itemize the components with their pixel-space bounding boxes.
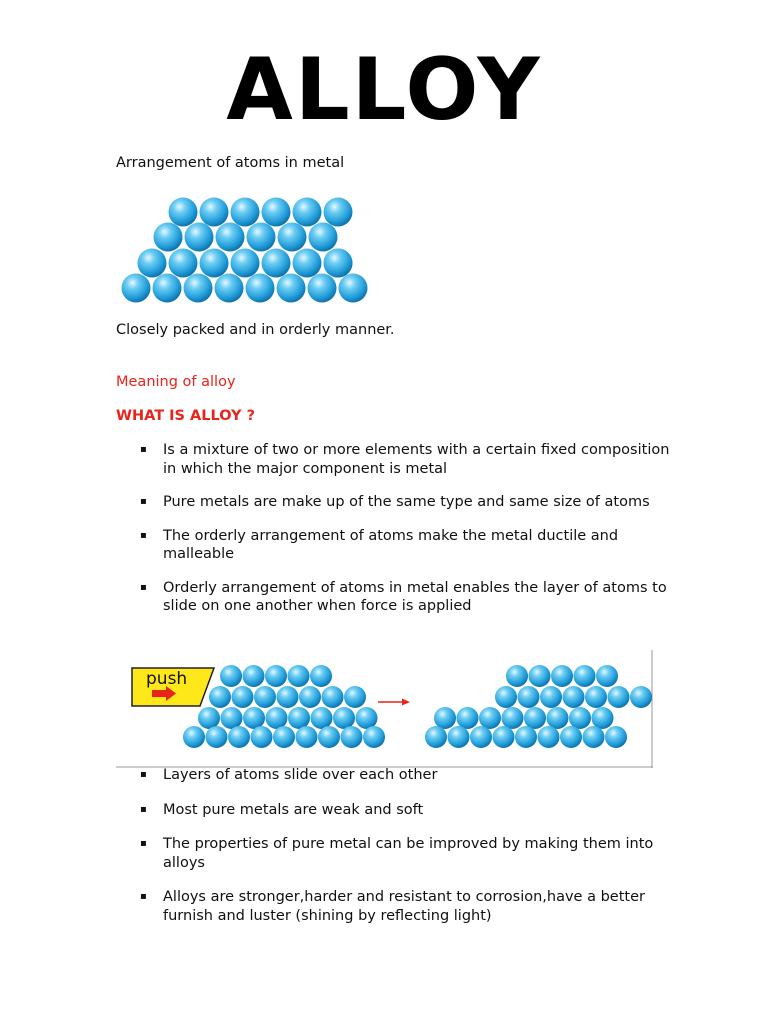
- bullet-marker: ▪: [140, 444, 147, 455]
- list-item-text: Layers of atoms slide over each other: [163, 767, 438, 783]
- atom: [324, 249, 353, 278]
- image1-caption: Closely packed and in orderly manner.: [116, 322, 395, 338]
- atom: [231, 198, 260, 227]
- atom: [122, 274, 151, 303]
- bullet-marker: ▪: [140, 769, 147, 780]
- list-item-text: Orderly arrangement of atoms in metal enables the layer of atoms to slide on one another when force is applied: [163, 579, 667, 614]
- atom: [183, 726, 205, 748]
- atom: [339, 274, 368, 303]
- atom: [529, 665, 551, 687]
- atom: [608, 686, 630, 708]
- bullet-marker: ▪: [140, 529, 147, 541]
- atom: [288, 707, 310, 729]
- bullet-marker: ▪: [140, 496, 147, 507]
- atom: [278, 223, 307, 252]
- atom: [246, 274, 275, 303]
- atom: [273, 726, 295, 748]
- atom-lattice-before: [183, 665, 385, 748]
- bullet-list-top: [116, 441, 676, 631]
- list-item-text: Is a mixture of two or more elements with a certain fixed composition in which the major component is metal: [163, 442, 670, 477]
- atom: [540, 686, 562, 708]
- sliding-layers-image: [116, 650, 656, 770]
- atom: [563, 686, 585, 708]
- list-item-text: The orderly arrangement of atoms make the metal ductile and malleable: [163, 527, 619, 562]
- atom: [243, 707, 265, 729]
- atom: [232, 686, 254, 708]
- atom: [198, 707, 220, 729]
- atom: [425, 726, 447, 748]
- atom: [228, 726, 250, 748]
- atom: [206, 726, 228, 748]
- document-title: ALLOY: [226, 40, 542, 140]
- list-item-text: Alloys are stronger,harder and resistant to corrosion,have a better furnish and luster (shining by reflecting light): [163, 889, 645, 924]
- bullet-list-bottom: [116, 766, 676, 941]
- atom: [538, 726, 560, 748]
- atom: [221, 707, 243, 729]
- atom: [506, 665, 528, 687]
- atom: [585, 686, 607, 708]
- atom: [262, 198, 291, 227]
- atom: [333, 707, 355, 729]
- atom: [266, 707, 288, 729]
- push-sign: [132, 668, 214, 706]
- bullet-marker: ▪: [140, 838, 147, 849]
- atom: [184, 274, 213, 303]
- list-item: [116, 801, 676, 820]
- atom: [209, 686, 231, 708]
- atom: [363, 726, 385, 748]
- bullet-marker: ▪: [140, 891, 147, 902]
- atom: [309, 223, 338, 252]
- bullet-marker: ▪: [140, 581, 147, 593]
- list-item: [116, 579, 676, 616]
- transition-arrow-icon: [378, 699, 410, 706]
- atom: [185, 223, 214, 252]
- meaning-heading: Meaning of alloy: [116, 374, 236, 390]
- atom: [324, 198, 353, 227]
- atom: [288, 665, 310, 687]
- atom: [457, 707, 479, 729]
- atom-lattice-after: [425, 665, 652, 748]
- atom: [251, 726, 273, 748]
- list-item: [116, 527, 676, 564]
- atom: [299, 686, 321, 708]
- list-item-text: Most pure metals are weak and soft: [163, 801, 424, 818]
- atom: [138, 249, 167, 278]
- list-item-text: Pure metals are make up of the same type and same size of atoms: [163, 494, 650, 510]
- atom: [220, 665, 242, 687]
- atom: [434, 707, 456, 729]
- atom: [495, 686, 517, 708]
- atom: [356, 707, 378, 729]
- atom: [153, 274, 182, 303]
- list-item: [116, 888, 676, 925]
- question-heading: WHAT IS ALLOY ?: [116, 408, 256, 424]
- atom: [583, 726, 605, 748]
- atom: [341, 726, 363, 748]
- list-item: [116, 766, 676, 785]
- atom: [308, 274, 337, 303]
- atom: [344, 686, 366, 708]
- intro-heading: Arrangement of atoms in metal: [116, 155, 345, 171]
- atom: [277, 274, 306, 303]
- atom: [247, 223, 276, 252]
- atom: [630, 686, 652, 708]
- atom: [493, 726, 515, 748]
- metal-atoms-image: [116, 190, 378, 308]
- atom: [318, 726, 340, 748]
- list-item: [116, 493, 676, 512]
- atom: [448, 726, 470, 748]
- atom: [518, 686, 540, 708]
- atom: [154, 223, 183, 252]
- atom: [169, 249, 198, 278]
- atom: [551, 665, 573, 687]
- list-item: [116, 441, 676, 478]
- atom: [216, 223, 245, 252]
- atom: [311, 707, 333, 729]
- atom: [574, 665, 596, 687]
- atom: [296, 726, 318, 748]
- atom: [293, 198, 322, 227]
- atom: [605, 726, 627, 748]
- atom: [560, 726, 582, 748]
- atom: [322, 686, 344, 708]
- list-item: [116, 835, 676, 872]
- atom: [569, 707, 591, 729]
- atom: [547, 707, 569, 729]
- atom: [243, 665, 265, 687]
- atom: [262, 249, 291, 278]
- atom: [479, 707, 501, 729]
- atom: [200, 198, 229, 227]
- bullet-marker: ▪: [140, 803, 147, 815]
- atom: [524, 707, 546, 729]
- atom-lattice: [122, 198, 368, 303]
- atom: [254, 686, 276, 708]
- atom: [596, 665, 618, 687]
- atom: [265, 665, 287, 687]
- atom: [215, 274, 244, 303]
- atom: [515, 726, 537, 748]
- atom: [200, 249, 229, 278]
- atom: [231, 249, 260, 278]
- atom: [277, 686, 299, 708]
- atom: [592, 707, 614, 729]
- atom: [310, 665, 332, 687]
- atom: [502, 707, 524, 729]
- atom: [169, 198, 198, 227]
- atom: [470, 726, 492, 748]
- list-item-text: The properties of pure metal can be improved by making them into alloys: [163, 836, 654, 871]
- atom: [293, 249, 322, 278]
- push-label: push: [146, 669, 188, 689]
